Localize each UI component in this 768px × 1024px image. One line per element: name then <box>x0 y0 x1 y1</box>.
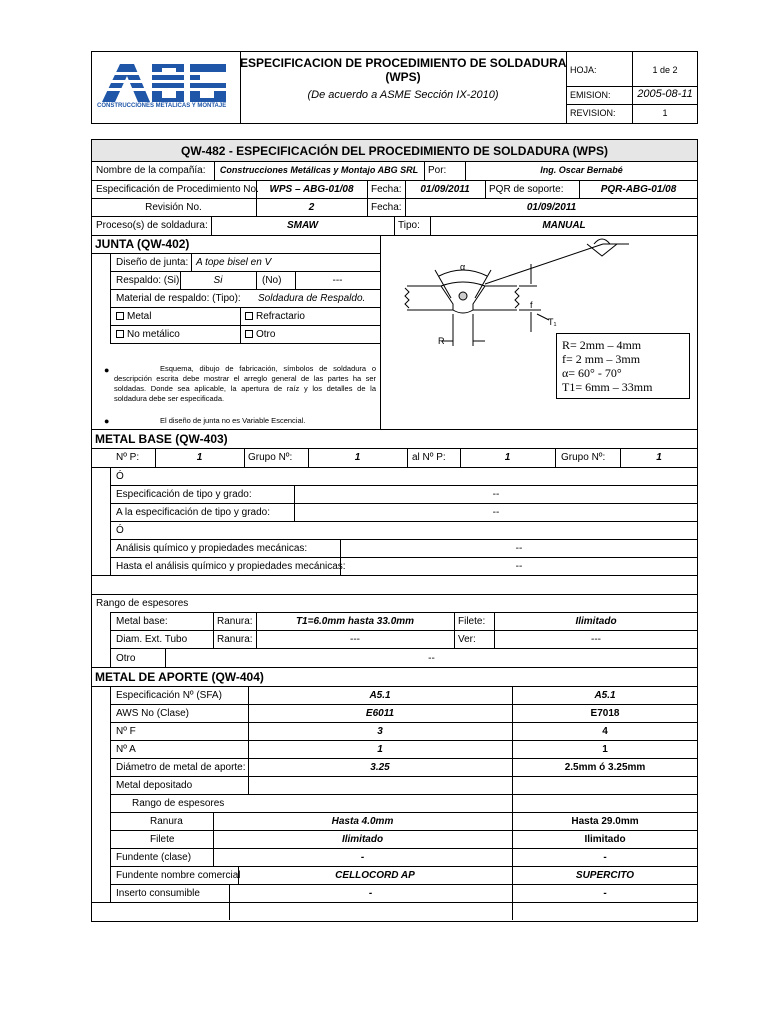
aporte-comercial-1: CELLOCORD AP <box>335 870 415 881</box>
fecha2-label: Fecha: <box>371 202 402 213</box>
header-subtitle: (De acuerdo a ASME Sección IX-2010) <box>307 89 499 101</box>
hoja-label: HOJA: <box>570 65 597 75</box>
otro-base-value: -- <box>428 653 435 664</box>
otro-base-label: Otro <box>116 653 136 664</box>
anal-label: Análisis químico y propiedades mecánicas: <box>116 543 308 554</box>
junta-note-2: El diseño de junta no es Variable Escencial. <box>160 416 306 425</box>
aporte-nf-1: 3 <box>377 726 383 737</box>
diagram-t1: T₁ <box>548 317 557 327</box>
otro-label: Otro <box>256 329 276 340</box>
refractario-option[interactable] <box>245 311 305 322</box>
filete-value: Ilimitado <box>575 616 617 627</box>
o-separator-1: Ó <box>116 471 124 482</box>
otro-checkbox[interactable] <box>245 330 253 338</box>
revision-value: 1 <box>662 108 668 118</box>
rev-label: Revisión No. <box>145 202 202 213</box>
aporte-label-aws: AWS No (Clase) <box>116 708 189 719</box>
aporte-label-filete: Filete <box>150 834 175 845</box>
aporte-fundente-2: - <box>603 852 607 863</box>
por-label: Por: <box>428 165 447 176</box>
fecha2-value: 01/09/2011 <box>526 202 577 213</box>
aporte-na-2: 1 <box>602 744 608 755</box>
form-title: QW-482 - ESPECIFICACIÓN DEL PROCEDIMIENTO DE SOLDADURA (WPS) <box>181 144 608 158</box>
metal-option[interactable] <box>116 311 151 322</box>
ver-value: --- <box>591 634 601 645</box>
aporte-ranura-1: Hasta 4.0mm <box>331 816 394 827</box>
hasta-label: Hasta el análisis químico y propiedades mecánicas: <box>116 561 346 572</box>
alnp-value: 1 <box>504 452 511 463</box>
ala-value: -- <box>492 507 500 518</box>
aporte-diam-1: 3.25 <box>370 762 390 773</box>
refractario-label: Refractario <box>256 311 305 322</box>
o-separator-2: Ó <box>116 525 124 536</box>
dim-t1: T1= 6mm – 33mm <box>562 380 653 394</box>
aporte-label-rango: Rango de espesores <box>132 798 225 809</box>
aporte-label-fundente: Fundente (clase) <box>116 852 192 863</box>
company-label: Nombre de la compañía: <box>96 165 206 176</box>
diseno-value: A tope bisel en V <box>196 257 272 268</box>
aporte-aws-1: E6011 <box>365 708 395 719</box>
logo-subtitle: CONSTRUCCIONES METALICAS Y MONTAJE <box>97 103 227 109</box>
aporte-comercial-2: SUPERCITO <box>575 870 635 881</box>
header-title: ESPECIFICACION DE PROCEDIMIENTO DE SOLDADURA <box>240 56 567 70</box>
logo-text <box>0 0 2 1</box>
np-label: Nº P: <box>116 452 140 463</box>
metal-label: Metal <box>127 311 152 322</box>
dim-r: R= 2mm – 4mm <box>562 338 642 352</box>
aporte-sfa-2: A5.1 <box>594 690 616 701</box>
revision-label: REVISION: <box>570 108 616 118</box>
bullet-icon: ● <box>104 365 110 375</box>
mb-label: Metal base: <box>116 616 168 627</box>
aporte-label-na: Nº A <box>116 744 136 755</box>
pqr-value: PQR-ABG-01/08 <box>600 184 677 195</box>
ranura-value: T1=6.0mm hasta 33.0mm <box>295 616 415 627</box>
aporte-filete-1: Ilimitado <box>341 834 384 845</box>
grupo-label: Grupo Nº: <box>248 452 293 463</box>
esp-label: Especificación de tipo y grado: <box>116 489 252 500</box>
alnp-label: al Nº P: <box>412 452 446 463</box>
aporte-sfa-1: A5.1 <box>369 690 391 701</box>
aporte-label-nf: Nº F <box>116 726 136 737</box>
respaldo-no: --- <box>332 275 343 286</box>
spec-value: WPS – ABG-01/08 <box>269 184 354 195</box>
header-title-wps: (WPS) <box>385 70 421 84</box>
aporte-label-comercial: Fundente nombre comercial <box>116 870 241 881</box>
junta-note: Esquema, dibujo de fabricación, símbolos de soldadura o descripción escrita debe mostrar el arreglo general de las partes ha ser soldadas. Donde sea aplicable, la apertura de raíz y los detalles de la soldadura debe ser especificada. <box>114 364 376 403</box>
respaldo-si: Si <box>213 275 223 286</box>
aporte-label-inserto: Inserto consumible <box>116 888 200 899</box>
fecha-label: Fecha: <box>371 184 402 195</box>
np-value: 1 <box>196 452 203 463</box>
base-title: METAL BASE (QW-403) <box>95 432 228 446</box>
aporte-diam-2: 2.5mm ó 3.25mm <box>564 762 646 773</box>
proceso-label: Proceso(s) de soldadura: <box>96 220 208 231</box>
no-metalico-option[interactable] <box>116 329 180 340</box>
material-value: Soldadura de Respaldo. <box>258 293 366 304</box>
aporte-inserto-2: - <box>603 888 607 899</box>
bullet-icon: ● <box>104 416 110 426</box>
ala-label: A la especificación de tipo y grado: <box>116 507 270 518</box>
aporte-nf-2: 4 <box>602 726 608 737</box>
tipo-label: Tipo: <box>398 220 420 231</box>
fecha-value: 01/09/2011 <box>420 184 470 195</box>
ver-label: Ver: <box>458 634 476 645</box>
aporte-label-diam: Diámetro de metal de aporte: <box>116 762 246 773</box>
aporte-filete-2: Ilimitado <box>584 834 626 845</box>
aporte-fundente-1: - <box>360 852 365 863</box>
spec-label: Especificación de Procedimiento No. <box>96 184 259 195</box>
proceso-value: SMAW <box>286 220 319 231</box>
hasta-value: -- <box>515 561 523 572</box>
aporte-na-1: 1 <box>377 744 383 755</box>
pqr-label: PQR de soporte: <box>489 184 564 195</box>
aporte-ranura-2: Hasta 29.0mm <box>571 816 639 827</box>
rango-label: Rango de espesores <box>96 598 189 609</box>
respaldo-label: Respaldo: (Si) <box>116 275 180 286</box>
por-value: Ing. Oscar Bernabé <box>540 165 623 175</box>
junta-title: JUNTA (QW-402) <box>95 237 190 251</box>
otro-option[interactable] <box>245 329 275 340</box>
diseno-label: Diseño de junta: <box>116 257 189 268</box>
anal-value: -- <box>515 543 523 554</box>
tipo-value: MANUAL <box>542 220 586 231</box>
hoja-value: 1 de 2 <box>652 65 678 75</box>
aporte-label-ranura: Ranura <box>150 816 183 827</box>
esp-value: -- <box>492 489 500 500</box>
filete-label: Filete: <box>458 616 486 627</box>
grupo-value: 1 <box>354 452 361 463</box>
diam-label: Diam. Ext. Tubo <box>116 634 188 645</box>
company-logo <box>96 58 236 118</box>
no-metalico-label: No metálico <box>127 329 180 340</box>
company-value: Construcciones Metálicas y Montajo ABG SRL <box>219 165 419 175</box>
joint-diagram <box>381 236 697 428</box>
aporte-label-sfa: Especificación Nº (SFA) <box>116 690 222 701</box>
rev-value: 2 <box>308 202 315 213</box>
dim-alpha: α= 60° - 70° <box>562 366 622 380</box>
no-metalico-checkbox[interactable] <box>116 330 124 338</box>
emision-label: EMISION: <box>570 90 611 100</box>
diagram-f: f <box>530 300 533 310</box>
emision-value: 2005-08-11 <box>637 88 693 100</box>
aporte-title: METAL DE APORTE (QW-404) <box>95 670 264 684</box>
grupo2-value: 1 <box>656 452 662 463</box>
dim-f: f= 2 mm – 3mm <box>562 352 641 366</box>
diagram-r: R <box>438 336 445 346</box>
ranura2-label: Ranura: <box>217 634 253 645</box>
aporte-inserto-1: - <box>368 888 373 899</box>
grupo2-label: Grupo Nº: <box>561 452 606 463</box>
metal-checkbox[interactable] <box>116 312 124 320</box>
respaldo-no-label: (No) <box>262 275 282 286</box>
aporte-aws-2: E7018 <box>590 708 620 719</box>
aporte-label-depositado: Metal depositado <box>116 780 193 791</box>
material-label: Material de respaldo: (Tipo): <box>116 293 241 304</box>
refractario-checkbox[interactable] <box>245 312 253 320</box>
ranura-label: Ranura: <box>217 616 253 627</box>
ranura2-value: --- <box>350 634 360 645</box>
diagram-alpha: α <box>460 262 466 272</box>
